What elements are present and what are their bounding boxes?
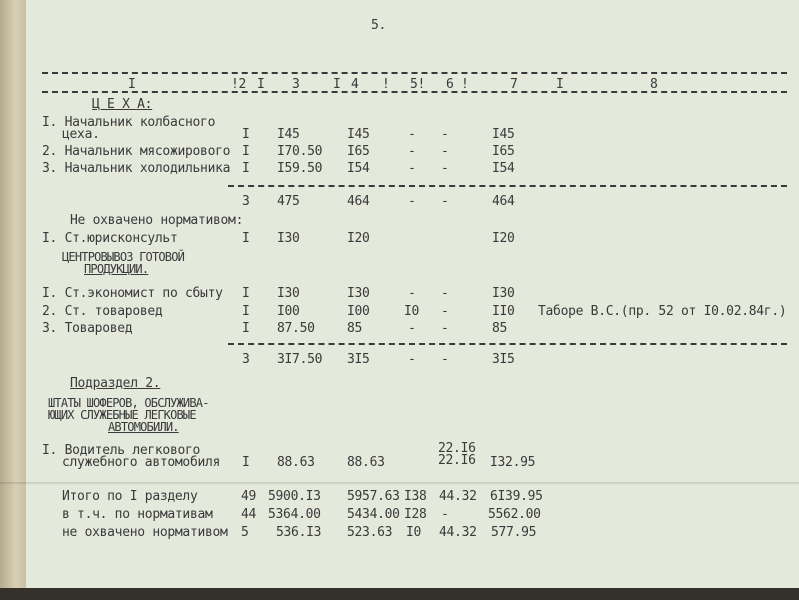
subtotal-b-c5: - bbox=[408, 352, 416, 367]
subtotal-a-c6: - bbox=[441, 194, 449, 209]
row-b3-c6: - bbox=[441, 321, 449, 336]
total-1-c3: 5900.I3 bbox=[268, 489, 321, 504]
row-a1-c7: I45 bbox=[492, 127, 515, 142]
total-1-c4: 5957.63 bbox=[347, 489, 400, 504]
row-b1-c4: I30 bbox=[347, 286, 370, 301]
header-sep-4: I bbox=[556, 77, 564, 92]
subtotal-a-qty: 3 bbox=[242, 194, 250, 209]
row-b2-qty: I bbox=[242, 304, 250, 319]
section-drivers-line3: АВТОМОБИЛИ. bbox=[108, 420, 179, 434]
subtotal-a-rule bbox=[228, 185, 787, 187]
row-b2-c4: I00 bbox=[347, 304, 370, 319]
row-a3-label: 3. Начальник холодильника bbox=[42, 161, 231, 176]
row-jurist-c4: I20 bbox=[347, 231, 370, 246]
section-drivers-line1: ШТАТЫ ШОФЕРОВ, ОБСЛУЖИВА- bbox=[48, 396, 209, 410]
row-a3-c3: I59.50 bbox=[277, 161, 323, 176]
row-a1-c3: I45 bbox=[277, 127, 300, 142]
header-sep-2: I bbox=[333, 77, 341, 92]
total-3-c6: 44.32 bbox=[439, 525, 477, 540]
row-b2-c6: - bbox=[441, 304, 449, 319]
row-b2-c5: I0 bbox=[404, 304, 420, 319]
subsection-2-heading: Подраздел 2. bbox=[70, 376, 161, 391]
subtotal-b-rule bbox=[228, 343, 787, 345]
total-2-c4: 5434.00 bbox=[347, 507, 400, 522]
row-b2-c3: I00 bbox=[277, 304, 300, 319]
subtotal-a-c4: 464 bbox=[347, 194, 370, 209]
row-a1-c4: I45 bbox=[347, 127, 370, 142]
row-a2-c5: - bbox=[408, 144, 416, 159]
row-driver-label-2: служебного автомобиля bbox=[62, 455, 221, 470]
row-a1-c6: - bbox=[441, 127, 449, 142]
subtotal-b-c4: 3I5 bbox=[347, 352, 370, 367]
row-b1-qty: I bbox=[242, 286, 250, 301]
total-2-c7: 5562.00 bbox=[488, 507, 541, 522]
row-jurist-c7: I20 bbox=[492, 231, 515, 246]
total-1-c7: 6I39.95 bbox=[490, 489, 543, 504]
row-a2-c3: I70.50 bbox=[277, 144, 323, 159]
header-col-4: 4 bbox=[351, 77, 359, 92]
row-a2-label: 2. Начальник мясожирового bbox=[42, 144, 231, 159]
row-a2-c4: I65 bbox=[347, 144, 370, 159]
header-col-3: 3 bbox=[292, 77, 300, 92]
total-2-c6: - bbox=[441, 507, 449, 522]
header-col-7: 7 bbox=[510, 77, 518, 92]
total-3-label: не охвачено нормативом bbox=[62, 525, 228, 540]
row-b1-c3: I30 bbox=[277, 286, 300, 301]
row-a1-c5: - bbox=[408, 127, 416, 142]
total-1-label: Итого по I разделу bbox=[62, 489, 198, 504]
header-col-1: I bbox=[128, 77, 136, 92]
row-b3-c5: - bbox=[408, 321, 416, 336]
row-b3-c7: 85 bbox=[492, 321, 508, 336]
total-1-c5: I38 bbox=[404, 489, 427, 504]
subtotal-b-c3: 3I7.50 bbox=[277, 352, 323, 367]
header-col-8: 8 bbox=[650, 77, 658, 92]
row-jurist-label: I. Ст.юрисконсульт bbox=[42, 231, 178, 246]
row-a2-c7: I65 bbox=[492, 144, 515, 159]
row-a1-label-2: цеха. bbox=[62, 127, 100, 142]
row-b1-c6: - bbox=[441, 286, 449, 301]
total-1-c6: 44.32 bbox=[439, 489, 477, 504]
row-b1-c5: - bbox=[408, 286, 416, 301]
total-3-qty: 5 bbox=[241, 525, 249, 540]
subtotal-a-c3: 475 bbox=[277, 194, 300, 209]
total-2-label: в т.ч. по нормативам bbox=[62, 507, 213, 522]
row-a3-c4: I54 bbox=[347, 161, 370, 176]
row-jurist-qty: I bbox=[242, 231, 250, 246]
row-a3-c5: - bbox=[408, 161, 416, 176]
row-b2-c7: II0 bbox=[492, 304, 515, 319]
row-driver-qty: I bbox=[242, 455, 250, 470]
row-b2-label: 2. Ст. товаровед bbox=[42, 304, 163, 319]
subtotal-b-qty: 3 bbox=[242, 352, 250, 367]
section-drivers-line2: ЮЩИХ СЛУЖЕБНЫЕ ЛЕГКОВЫЕ bbox=[48, 408, 196, 422]
row-b2-note: Таборе В.С.(пр. 52 от I0.02.84г.) bbox=[538, 304, 787, 319]
paper-fold bbox=[0, 482, 799, 485]
total-2-c5: I28 bbox=[404, 507, 427, 522]
subtotal-a-c7: 464 bbox=[492, 194, 515, 209]
total-2-c3: 5364.00 bbox=[268, 507, 321, 522]
left-paper-edge bbox=[0, 0, 26, 600]
row-a2-c6: - bbox=[441, 144, 449, 159]
total-3-c5: I0 bbox=[406, 525, 422, 540]
bottom-edge bbox=[0, 588, 799, 600]
not-covered-heading: Не охвачено нормативом: bbox=[70, 213, 244, 228]
row-b3-c4: 85 bbox=[347, 321, 363, 336]
section-centr-line1: ЦЕНТРОВЫВОЗ ГОТОВОЙ bbox=[62, 250, 185, 264]
header-col-2: !2 bbox=[231, 77, 247, 92]
header-col-6: 6 ! bbox=[446, 77, 469, 92]
header-sep-1: I bbox=[257, 77, 265, 92]
total-3-c7: 577.95 bbox=[491, 525, 537, 540]
row-a1-qty: I bbox=[242, 127, 250, 142]
row-a3-qty: I bbox=[242, 161, 250, 176]
row-b1-label: I. Ст.экономист по сбыту bbox=[42, 286, 223, 301]
section-tsekha: Ц Е Х А: bbox=[92, 97, 153, 112]
total-3-c4: 523.63 bbox=[347, 525, 393, 540]
row-driver-c6-bottom: 22.I6 bbox=[438, 453, 476, 468]
page-number: 5. bbox=[371, 18, 387, 33]
row-a2-qty: I bbox=[242, 144, 250, 159]
header-sep-3: ! bbox=[382, 77, 390, 92]
header-col-5: 5! bbox=[410, 77, 426, 92]
row-driver-c4: 88.63 bbox=[347, 455, 385, 470]
row-driver-label-1: I. Водитель легкового bbox=[42, 443, 201, 458]
row-driver-c7: I32.95 bbox=[490, 455, 536, 470]
section-centr-line2: ПРОДУКЦИИ. bbox=[84, 262, 149, 276]
row-a3-c6: - bbox=[441, 161, 449, 176]
subtotal-b-c6: - bbox=[441, 352, 449, 367]
subtotal-a-c5: - bbox=[408, 194, 416, 209]
row-a1-label-1: I. Начальник колбасного bbox=[42, 115, 216, 130]
total-2-qty: 44 bbox=[241, 507, 257, 522]
row-driver-c6-top: 22.I6 bbox=[438, 441, 476, 456]
subtotal-b-c7: 3I5 bbox=[492, 352, 515, 367]
header-rule-bottom bbox=[42, 91, 787, 93]
row-b3-c3: 87.50 bbox=[277, 321, 315, 336]
row-b1-c7: I30 bbox=[492, 286, 515, 301]
row-driver-c3: 88.63 bbox=[277, 455, 315, 470]
row-b3-qty: I bbox=[242, 321, 250, 336]
total-3-c3: 536.I3 bbox=[276, 525, 322, 540]
row-b3-label: 3. Товаровед bbox=[42, 321, 133, 336]
header-rule-top bbox=[42, 72, 787, 74]
row-jurist-c3: I30 bbox=[277, 231, 300, 246]
row-a3-c7: I54 bbox=[492, 161, 515, 176]
total-1-qty: 49 bbox=[241, 489, 257, 504]
